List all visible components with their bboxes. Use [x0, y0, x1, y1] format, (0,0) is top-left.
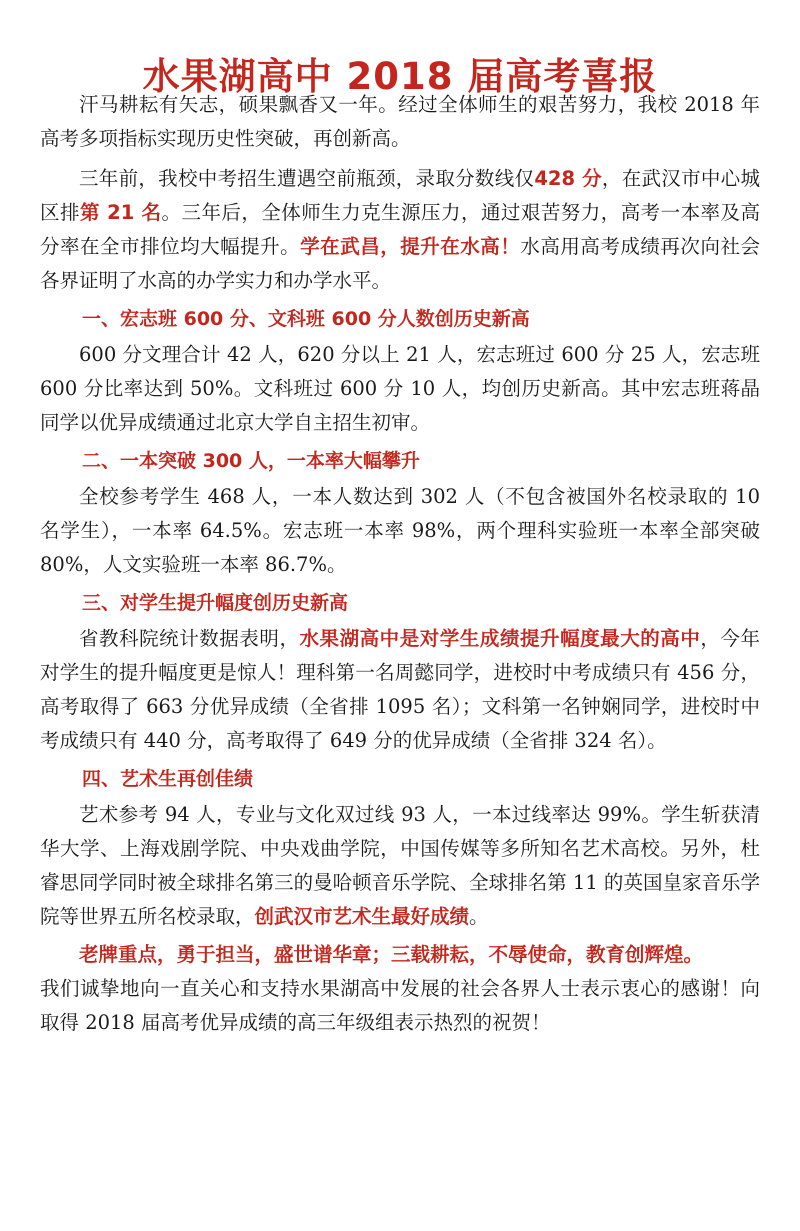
- city-rank-highlight: 第 21 名: [79, 201, 162, 224]
- intro-paragraph: 汗马耕耘有矢志，硕果飘香又一年。经过全体师生的艰苦努力，我校 2018 年高考多项指标实现历史性突破，再创新高。: [40, 93, 760, 150]
- art-record-highlight: 创武汉市艺术生最好成绩: [254, 905, 470, 928]
- section3-text-2: ，今年对学生的提升幅度更是惊人！理科第一名周懿同学，进校时中考成绩只有 456 分，高考取得了 663 分优异成绩（全省排 1095 名）；文科第一名钟娴同学，进校时中考成绩只有 440 分，高考取得了 649 分的优异成绩（全省排 324 名）。: [40, 627, 760, 752]
- section-heading-2: 二、一本突破 300 人，一本率大幅攀升: [82, 450, 420, 472]
- background-paragraph: [40, 162, 760, 298]
- section3-text-1: 省教科院统计数据表明，: [79, 627, 300, 650]
- section-body-3: [40, 622, 760, 758]
- section-body-2: 全校参考学生 468 人，一本人数达到 302 人（不包含被国外名校录取的 10 名学生），一本率 64.5%。宏志班一本率 98%，两个理科实验班一本率全部突破 80%，人文实验班一本率 86.7%。: [40, 485, 760, 576]
- background-text-2: ，在武汉市中心城区排: [40, 167, 760, 224]
- background-text-3: 。三年后，全体师生力克生源压力，通过艰苦努力，高考一本率及高分率在全市排位均大幅提升。: [40, 201, 760, 258]
- improvement-highlight: 水果湖高中是对学生成绩提升幅度最大的高中: [299, 627, 701, 650]
- closing-slogan: 老牌重点，勇于担当，盛世谱华章；三载耕耘，不辱使命，教育创辉煌。: [79, 943, 704, 966]
- section4-text-1: 艺术参考 94 人，专业与文化双过线 93 人，一本过线率达 99%。学生斩获清华大学、上海戏剧学院、中央戏曲学院，中国传媒等多所知名艺术高校。另外，杜睿思同学同时被全球排名第三的曼哈顿音乐学院、全球排名第 11 的英国皇家音乐学院等世界五所名校录取，: [40, 803, 760, 928]
- admission-score-highlight: 428 分: [534, 167, 602, 190]
- page-title: 水果湖高中 2018 届高考喜报: [142, 55, 658, 98]
- background-text-4: 水高用高考成绩再次向社会各界证明了水高的办学实力和办学水平。: [40, 235, 760, 292]
- motto-highlight: 学在武昌，提升在水高！: [300, 235, 521, 258]
- background-text-1: 三年前，我校中考招生遭遇空前瓶颈，录取分数线仅: [79, 167, 535, 190]
- section-heading-1: 一、宏志班 600 分、文科班 600 分人数创历史新高: [82, 308, 530, 330]
- section-heading-4: 四、艺术生再创佳绩: [82, 768, 254, 790]
- section-body-4: [40, 798, 760, 934]
- section4-text-2: 。: [469, 905, 489, 928]
- section-heading-3: 三、对学生提升幅度创历史新高: [82, 592, 349, 614]
- section-body-1: 600 分文理合计 42 人，620 分以上 21 人，宏志班过 600 分 25 人，宏志班 600 分比率达到 50%。文科班过 600 分 10 人，均创历史新高。其中宏志班蒋晶同学以优异成绩通过北京大学自主招生初审。: [40, 343, 760, 434]
- closing-thanks: 我们诚挚地向一直关心和支持水果湖高中发展的社会各界人士表示衷心的感谢！向取得 2018 届高考优异成绩的高三年级组表示热烈的祝贺！: [40, 977, 760, 1034]
